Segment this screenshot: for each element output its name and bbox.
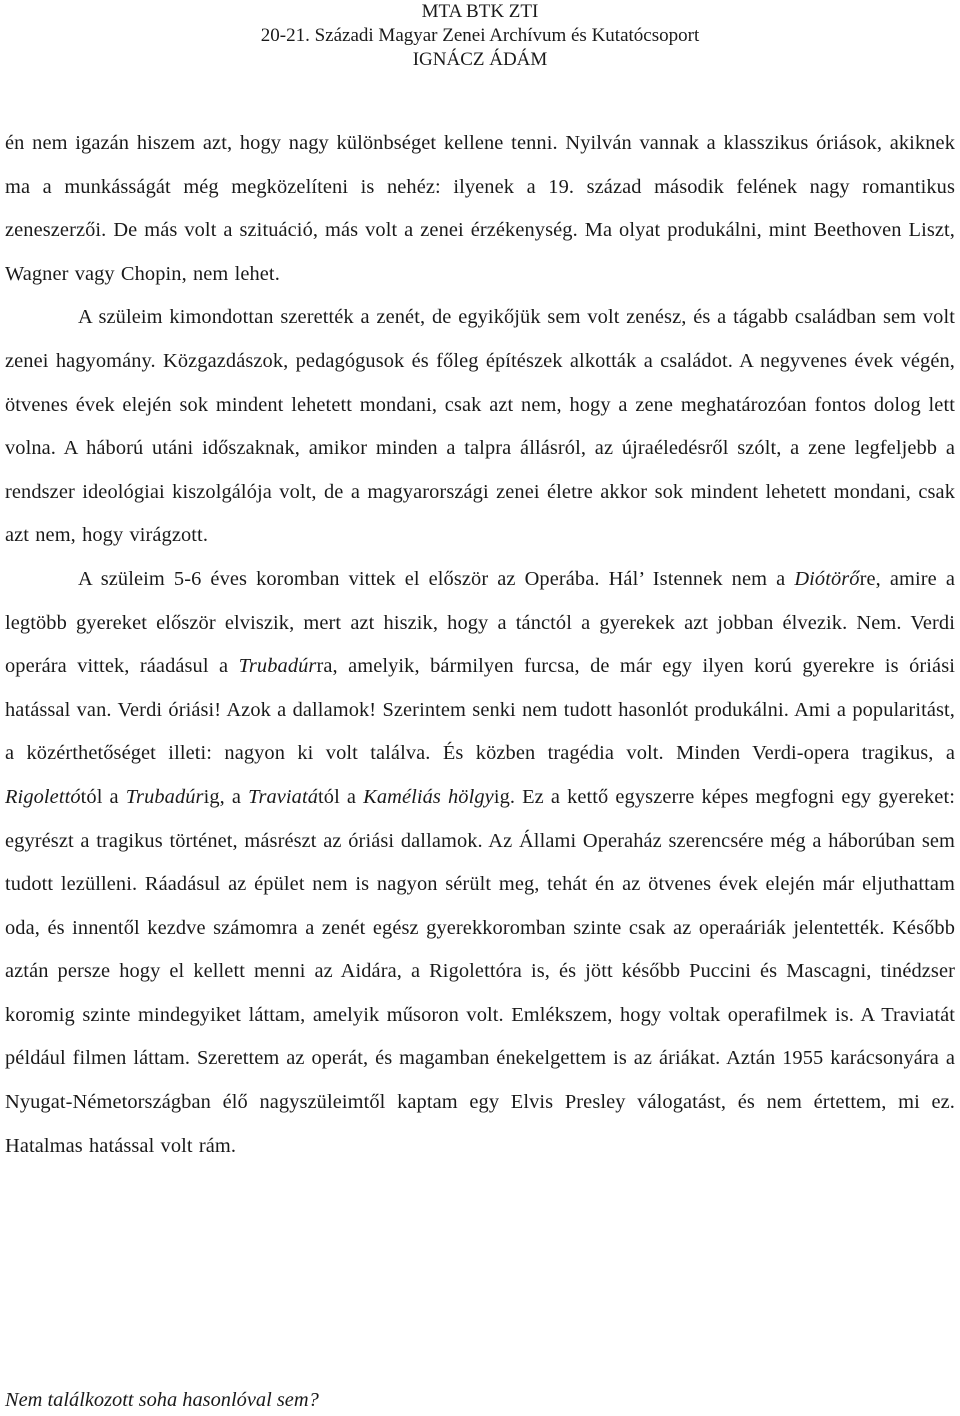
paragraph-3 — [5, 558, 955, 1168]
paragraph-3-text: ig. Ez a kettő egyszerre képes megfogni egy gyereket: egyrészt a tragikus történet, másrészt az óriási dallamok. Az Állami Operaház szerencsére még a háborúban sem tudott lezülleni. Ráadásul az épület nem is nagyon sérült meg, tehát én az ötvenes évek elején már eljuthattam oda, és innentől kezdve számomra a zenét egész gyerekkoromban szinte csak az operaáriák jelentették. Később aztán persze hogy el kellett menni az Aidára, a Rigolettóra is, és jött később Puccini és Mascagni, tinédzser koromig szinte mindegyiket láttam, amelyik műsoron volt. Emlékszem, hogy voltak operafilmek is. A Traviatát például filmen láttam. Szerettem az operát, és magamban énekelgettem is az áriákat. Aztán 1955 karácsonyára a Nyugat-Németországban élő nagyszüleimtől kaptam egy Elvis Presley válogatást, és nem értettem, mi ez. Hatalmas hatással volt rám. — [5, 785, 955, 1157]
paragraph-3-text: tól a — [80, 785, 126, 808]
title-kamelias-holgy: Kaméliás hölgy — [363, 785, 494, 808]
title-trubadur: Trubadúr — [238, 655, 317, 678]
page-header — [0, 0, 960, 72]
paragraph-3-text: tól a — [318, 785, 364, 808]
title-traviata: Traviatá — [248, 785, 319, 808]
header-archive: 20-21. Századi Magyar Zenei Archívum és Kutatócsoport — [260, 25, 700, 46]
title-rigoletto: Rigolettó — [5, 785, 81, 808]
paragraph-3-text: ig, a — [203, 785, 249, 808]
paragraph-1: én nem igazán hiszem azt, hogy nagy különbséget kellene tenni. Nyilván vannak a klasszikus óriások, akiknek ma a munkásságát még megközelíteni is nehéz: ilyenek a 19. század második felének nagy romantikus zeneszerzői. De más volt a szituáció, más volt a zenei érzékenység. Ma olyat produkálni, mint Beethoven Liszt, Wagner vagy Chopin, nem lehet. — [5, 132, 955, 285]
title-diotoro: Diótörő — [794, 567, 860, 590]
header-institution: MTA BTK ZTI — [421, 1, 539, 22]
interview-body — [5, 122, 955, 1168]
header-name: IGNÁCZ ÁDÁM — [412, 49, 548, 70]
paragraph-3-text: A szüleim 5-6 éves koromban vittek el először az Operába. Hál’ Istennek nem a — [78, 567, 795, 590]
paragraph-2: A szüleim kimondottan szerették a zenét, de egyikőjük sem volt zenész, és a tágabb családban sem volt zenei hagyomány. Közgazdászok, pedagógusok és főleg építészek alkották a családot. A negyvenes évek végén, ötvenes évek elején sok mindent lehetett mondani, csak azt nem, hogy a zene meghatározóan fontos dolog lett volna. A háború utáni időszaknak, amikor minden a talpra állásról, az újraéledésről szólt, a zene legfeljebb a rendszer ideológiai kiszolgálója volt, de a magyarországi zenei életre akkor sok mindent lehetett mondani, csak azt nem, hogy virágzott. — [5, 306, 955, 547]
interviewer-question: Nem találkozott soha hasonlóval sem? — [5, 1389, 319, 1411]
paragraph-3-text: ra, amelyik, bármilyen furcsa, de már egy ilyen korú gyerekre is óriási hatással van. Verdi óriási! Azok a dallamok! Szerintem senki nem tudott hasonlót produkálni. Ami a popularitást, a közérthetőséget illeti: nagyon ki volt találva. És közben tragédia volt. Minden Verdi-opera tragikus, a — [5, 655, 955, 765]
paragraph-3-text: re, amire a legtöbb gyereket először elviszik, mert azt hiszik, hogy a tánctól a gyerekek azt jobban élvezik. Nem. Verdi operára vittek, ráadásul a — [5, 567, 955, 678]
title-trubadur: Trubadúr — [125, 785, 204, 808]
